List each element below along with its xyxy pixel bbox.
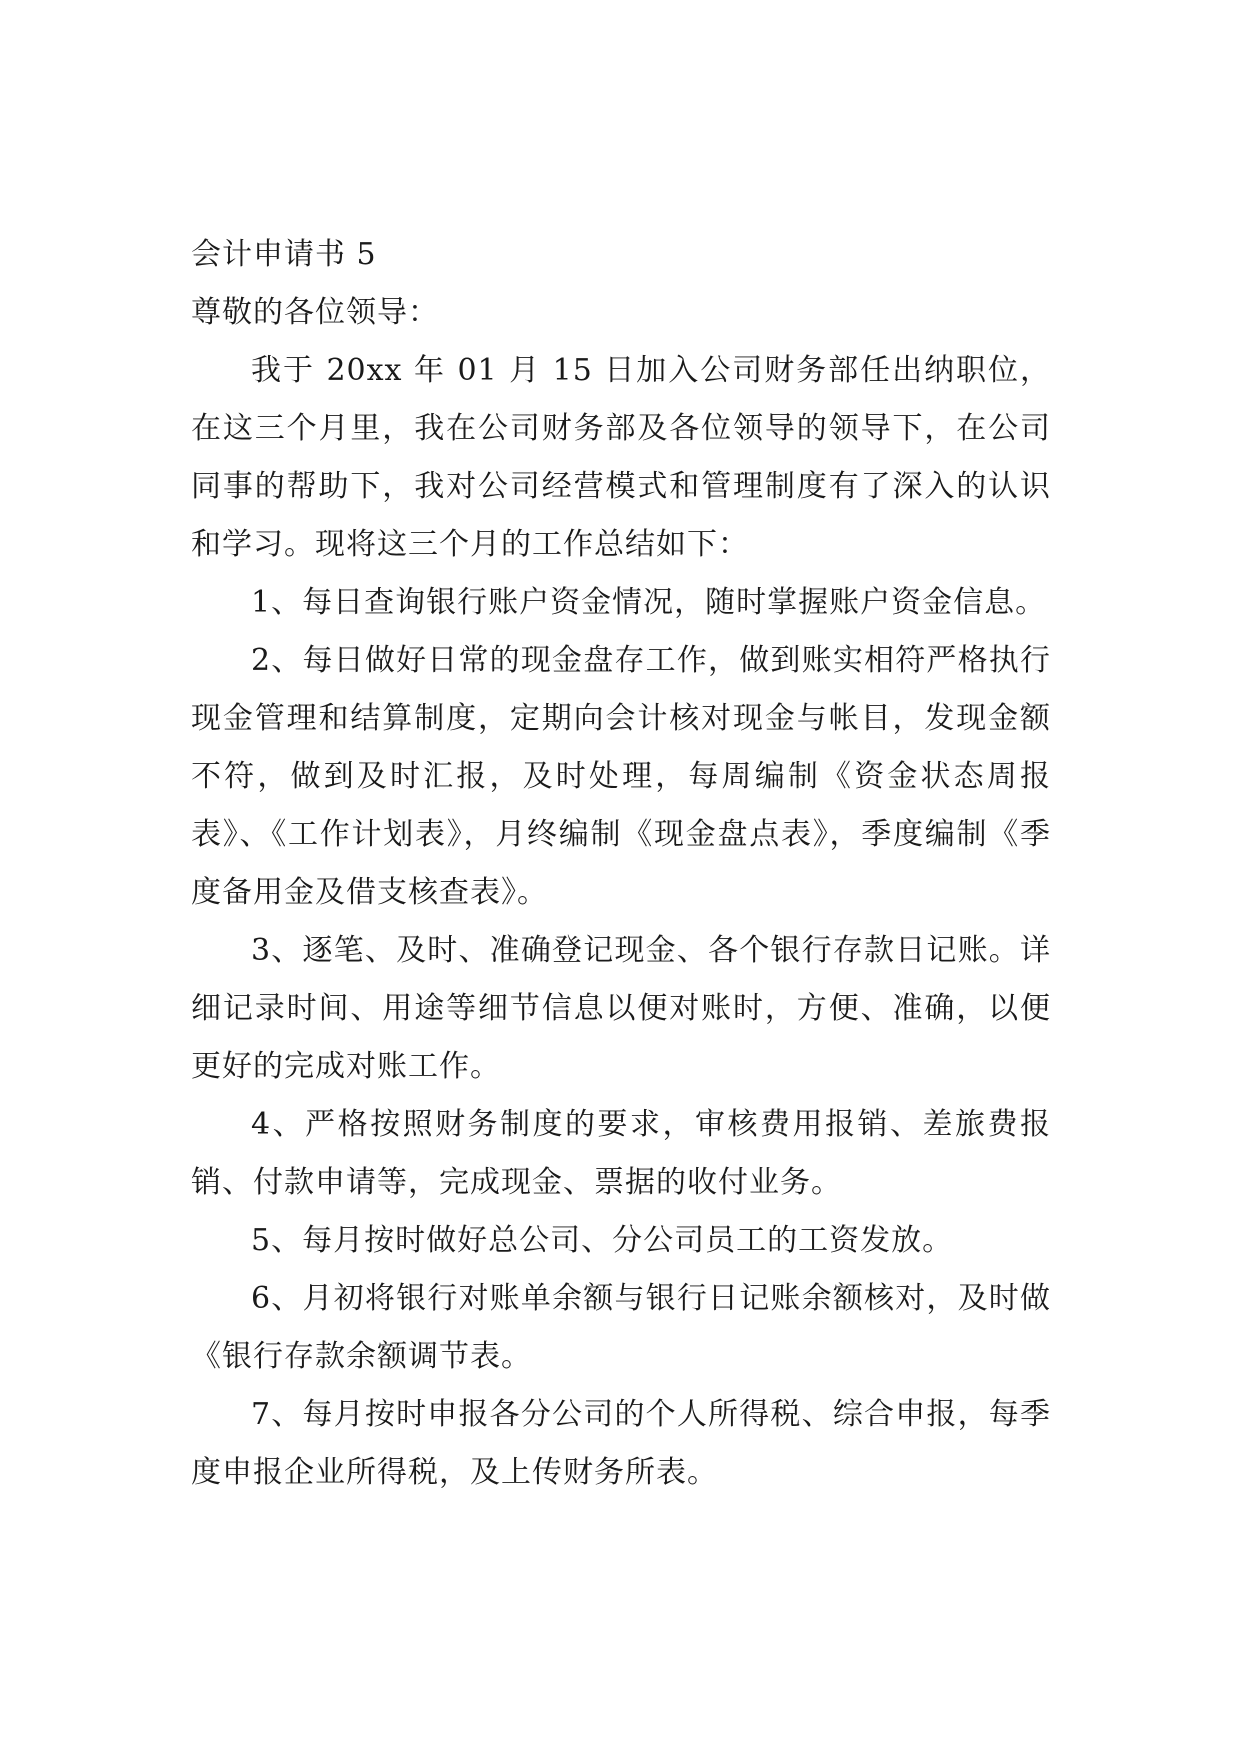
paragraph-item-7: 7、每月按时申报各分公司的个人所得税、综合申报，每季度申报企业所得税，及上传财务所表。 (191, 1397, 1051, 1490)
paragraph-item-3: 3、逐笔、及时、准确登记现金、各个银行存款日记账。详细记录时间、用途等细节信息以便对账时，方便、准确，以便更好的完成对账工作。 (191, 933, 1051, 1084)
salutation: 尊敬的各位领导： (191, 295, 439, 330)
document-title: 会计申请书 5 (191, 237, 377, 272)
paragraph-item-1: 1、每日查询银行账户资金情况，随时掌握账户资金信息。 (251, 585, 1047, 620)
paragraph-item-2: 2、每日做好日常的现金盘存工作，做到账实相符严格执行现金管理和结算制度，定期向会计核对现金与帐目，发现金额不符，做到及时汇报，及时处理，每周编制《资金状态周报表》、《工作计划表》，月终编制《现金盘点表》，季度编制《季度备用金及借支核查表》。 (191, 643, 1051, 910)
paragraph-item-6: 6、月初将银行对账单余额与银行日记账余额核对，及时做《银行存款余额调节表。 (191, 1281, 1051, 1374)
paragraph-item-4: 4、严格按照财务制度的要求，审核费用报销、差旅费报销、付款申请等，完成现金、票据的收付业务。 (191, 1107, 1051, 1200)
paragraph-intro: 我于 20xx 年 01 月 15 日加入公司财务部任出纳职位，在这三个月里，我在公司财务部及各位领导的领导下，在公司同事的帮助下，我对公司经营模式和管理制度有了深入的认识和学习。现将这三个月的工作总结如下： (191, 353, 1051, 562)
paragraph-item-5: 5、每月按时做好总公司、分公司员工的工资发放。 (251, 1223, 954, 1258)
document-body (191, 226, 1051, 1502)
